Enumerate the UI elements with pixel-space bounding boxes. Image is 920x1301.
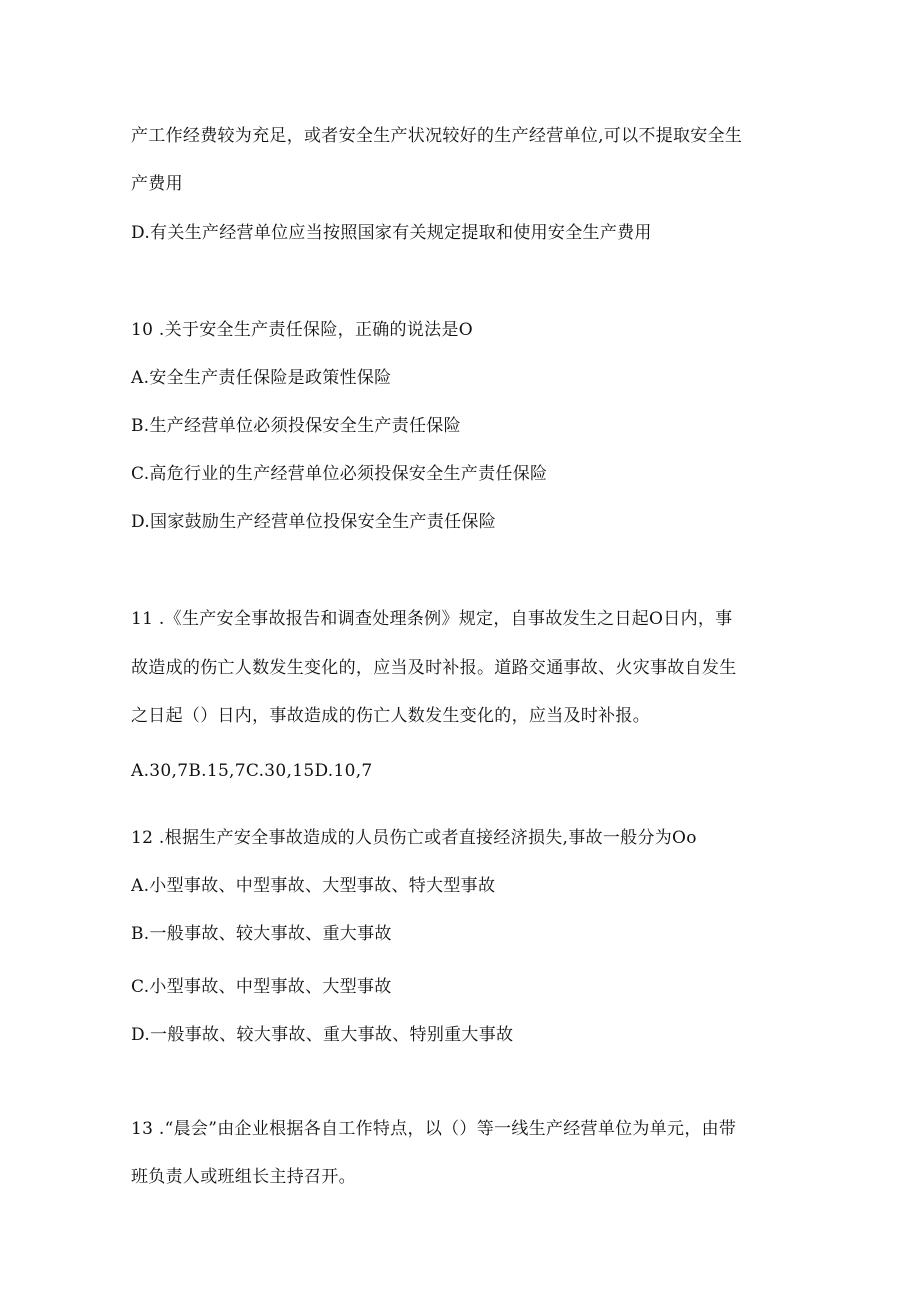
question-12-option-d: D.一般事故、较大事故、重大事故、特别重大事故 — [131, 1025, 514, 1045]
question-11-text-line-3: 之日起（）日内，事故造成的伤亡人数发生变化的，应当及时补报。 — [131, 706, 650, 726]
continuation-line-1: 产工作经费较为充足，或者安全生产状况较好的生产经营单位,可以不提取安全生 — [131, 126, 743, 146]
question-10-option-a: A.安全生产责任保险是政策性保险 — [131, 368, 392, 388]
question-13-text-line-2: 班负责人或班组长主持召开。 — [131, 1167, 356, 1187]
continuation-option-d: D.有关生产经营单位应当按照国家有关规定提取和使用安全生产费用 — [131, 223, 652, 243]
question-12-option-a: A.小型事故、中型事故、大型事故、特大型事故 — [131, 876, 496, 896]
question-10-text: 10 .关于安全生产责任保险，正确的说法是O — [131, 320, 473, 340]
question-12-option-b: B.一般事故、较大事故、重大事故 — [131, 924, 392, 944]
question-11-text-line-2: 故造成的伤亡人数发生变化的，应当及时补报。道路交通事故、火灾事故自发生 — [131, 658, 737, 678]
question-10-option-c: C.高危行业的生产经营单位必须投保安全生产责任保险 — [131, 464, 548, 484]
question-10-option-d: D.国家鼓励生产经营单位投保安全生产责任保险 — [131, 512, 497, 532]
question-12-text: 12 .根据生产安全事故造成的人员伤亡或者直接经济损失,事故一般分为Oo — [131, 828, 697, 848]
question-12-option-c: C.小型事故、中型事故、大型事故 — [131, 977, 392, 997]
question-10-option-b: B.生产经营单位必须投保安全生产责任保险 — [131, 416, 461, 436]
question-11-options: A.30,7B.15,7C.30,15D.10,7 — [131, 761, 373, 781]
question-13-text-line-1: 13 .“晨会”由企业根据各自工作特点，以（）等一线生产经营单位为单元，由带 — [131, 1119, 737, 1139]
question-11-text-line-1: 11 .《生产安全事故报告和调查处理条例》规定，自事故发生之日起O日内，事 — [131, 609, 733, 629]
continuation-line-2: 产费用 — [131, 174, 183, 194]
